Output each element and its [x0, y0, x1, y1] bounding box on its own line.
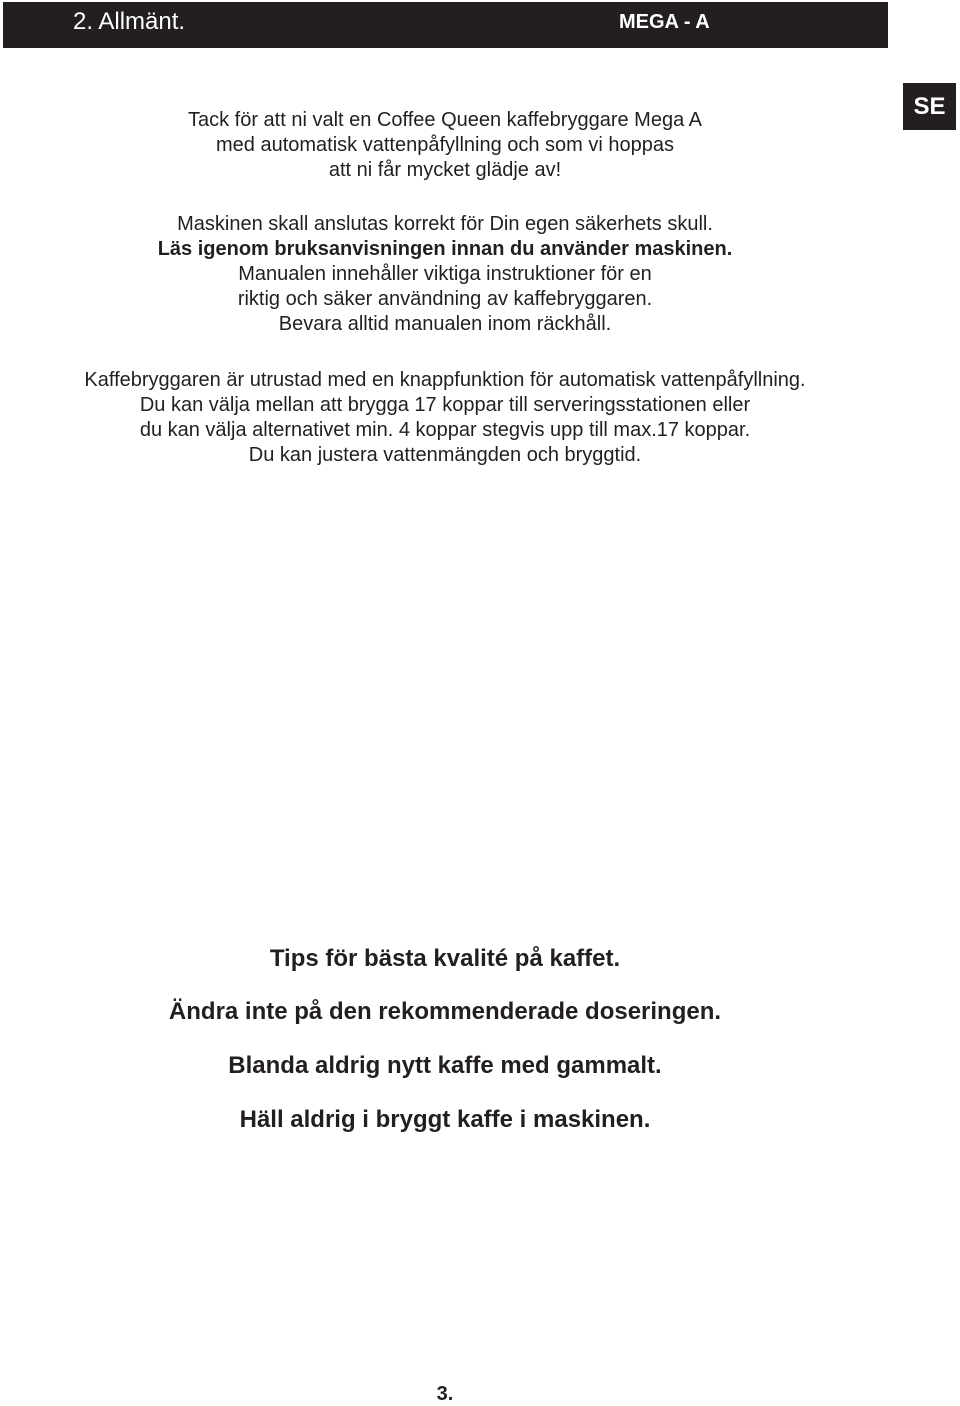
welcome-line: med automatisk vattenpåfyllning och som vi hoppas	[215, 134, 675, 156]
welcome-line: att ni får mycket glädje av!	[328, 159, 562, 181]
safety-warning: Läs igenom bruksanvisningen innan du använder maskinen.	[157, 238, 733, 260]
header-bar	[3, 2, 888, 48]
language-badge: SE	[903, 83, 956, 130]
features-line: Kaffebryggaren är utrustad med en knappfunktion för automatisk vattenpåfyllning.	[84, 369, 806, 391]
features-line: Du kan välja mellan att brygga 17 koppar till serveringsstationen eller	[139, 394, 751, 416]
tip-item: Blanda aldrig nytt kaffe med gammalt.	[228, 1052, 662, 1079]
welcome-line: Tack för att ni valt en Coffee Queen kaffebryggare Mega A	[187, 109, 702, 131]
features-line: du kan välja alternativet min. 4 koppar stegvis upp till max.17 koppar.	[139, 419, 751, 441]
page-number: 3.	[436, 1383, 454, 1405]
safety-line: Maskinen skall anslutas korrekt för Din egen säkerhets skull.	[177, 213, 713, 235]
tip-item: Häll aldrig i bryggt kaffe i maskinen.	[239, 1106, 651, 1133]
tips-heading: Tips för bästa kvalité på kaffet.	[269, 945, 621, 972]
safety-paragraph	[0, 212, 890, 337]
welcome-paragraph	[0, 108, 890, 183]
features-paragraph	[0, 368, 890, 468]
section-title: 2. Allmänt.	[73, 8, 186, 35]
safety-line: riktig och säker användning av kaffebryggaren.	[237, 288, 653, 310]
safety-line: Manualen innehåller viktiga instruktioner för en	[238, 263, 652, 285]
features-line: Du kan justera vattenmängden och bryggtid.	[248, 444, 642, 466]
tip-item: Ändra inte på den rekommenderade doseringen.	[168, 998, 722, 1025]
model-name: MEGA - A	[619, 11, 710, 33]
safety-line: Bevara alltid manualen inom räckhåll.	[278, 313, 612, 335]
